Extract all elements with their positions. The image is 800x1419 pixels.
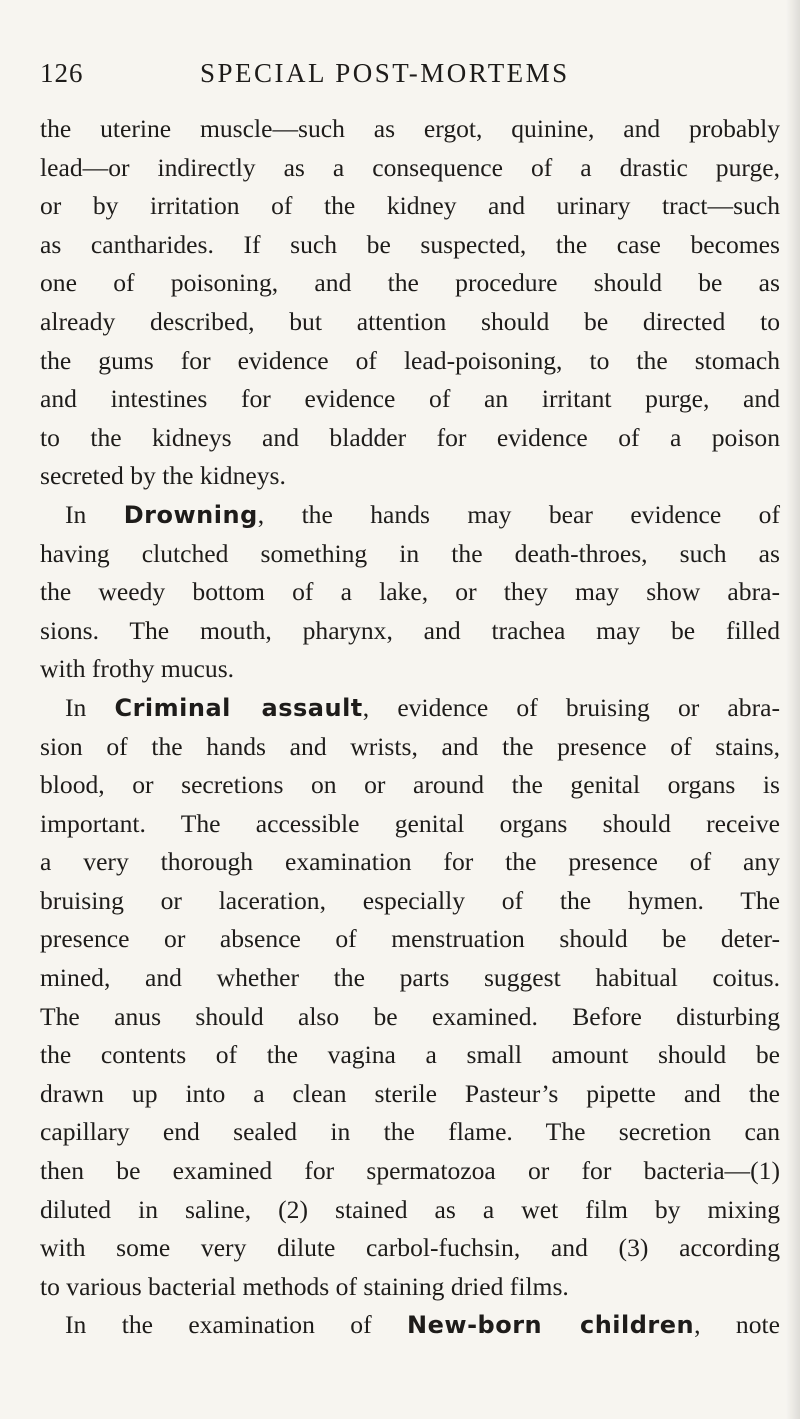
text-line: the contents of the vagina a small amount should be (40, 1040, 780, 1070)
text-line: presence or absence of menstruation should be deter- (40, 924, 780, 954)
text-line: and intestines for evidence of an irritant purge, and (40, 384, 780, 414)
text-line: already described, but attention should be directed to (40, 306, 780, 336)
text-line: then be examined for spermatozoa or for bacteria—(1) (40, 1156, 780, 1186)
text-line: as cantharides. If such be suspected, the case becomes (40, 229, 780, 259)
text-line: drawn up into a clean sterile Pasteur’s pipette and the (40, 1078, 780, 1108)
running-head (40, 58, 780, 98)
text-line: or by irritation of the kidney and urinary tract—such (40, 191, 780, 221)
paragraph-drowning-first-line (40, 496, 780, 535)
text-line: with some very dilute carbol-fuchsin, and (3) according (40, 1233, 780, 1263)
line-suffix: , the hands may bear evidence of (257, 499, 781, 529)
text-line: bruising or laceration, especially of the hymen. The (40, 885, 780, 915)
paragraph-criminal-assault-first-line (40, 689, 780, 728)
body-text (40, 110, 780, 1345)
line-prefix: In (65, 499, 124, 529)
text-line: lead—or indirectly as a consequence of a drastic purge, (40, 152, 780, 182)
text-line: important. The accessible genital organs should receive (40, 808, 780, 838)
text-line: to the kidneys and bladder for evidence of a poison (40, 422, 780, 452)
page-edge-shadow (786, 0, 800, 1419)
text-line: having clutched something in the death-throes, such as (40, 538, 780, 568)
section-keyword-drowning: Drowning (123, 500, 258, 529)
text-line: one of poisoning, and the procedure should be as (40, 268, 780, 298)
text-line: blood, or secretions on or around the genital organs is (40, 770, 780, 800)
line-prefix: In the examination of (65, 1310, 408, 1340)
text-line: the weedy bottom of a lake, or they may show abra- (40, 577, 780, 607)
page-number: 126 (40, 58, 84, 88)
text-line: with frothy mucus. (40, 654, 235, 684)
text-line: the gums for evidence of lead-poisoning, to the stomach (40, 345, 780, 375)
text-line: the uterine muscle—such as ergot, quinine, and probably (40, 114, 780, 143)
running-head-title: SPECIAL POST-MORTEMS (200, 58, 570, 88)
line-suffix: , evidence of bruising or abra- (362, 692, 780, 722)
text-line: mined, and whether the parts suggest habitual coitus. (40, 963, 780, 993)
text-line: secreted by the kidneys. (40, 461, 286, 491)
text-line: The anus should also be examined. Before disturbing (40, 1001, 780, 1031)
text-line: sions. The mouth, pharynx, and trachea may be filled (40, 615, 780, 645)
line-suffix: , note (694, 1310, 780, 1340)
section-keyword-criminal-assault: Criminal assault (114, 693, 363, 722)
line-prefix: In (65, 692, 115, 722)
section-keyword-new-born-children: New-born children (407, 1311, 695, 1340)
text-line: capillary end sealed in the flame. The secretion can (40, 1117, 780, 1147)
text-line: sion of the hands and wrists, and the presence of stains, (40, 731, 780, 761)
text-line: a very thorough examination for the presence of any (40, 847, 780, 877)
text-line: to various bacterial methods of staining dried films. (40, 1271, 569, 1301)
paragraph-new-born-first-line (40, 1306, 780, 1345)
text-line: diluted in saline, (2) stained as a wet film by mixing (40, 1194, 780, 1224)
